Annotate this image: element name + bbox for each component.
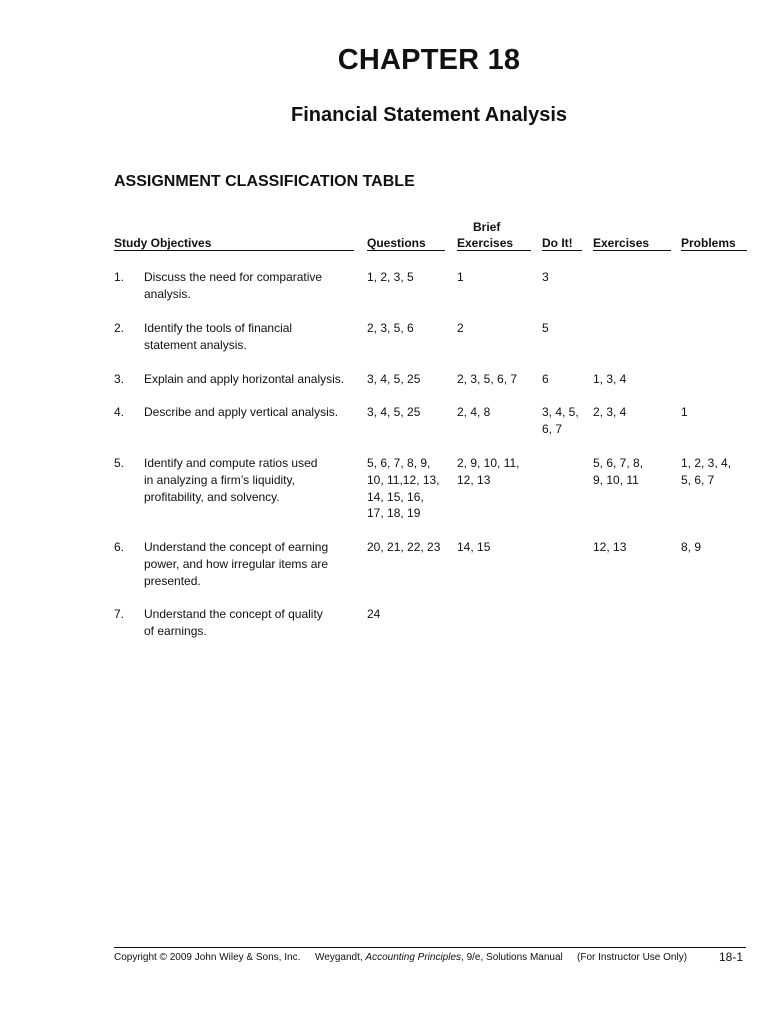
header-do-it: Do It! — [542, 236, 573, 250]
footer-edition: , 9/e, Solutions Manual — [461, 952, 563, 963]
row-do-it: 3 — [542, 270, 549, 284]
row-brief-exercises: 2, 9, 10, 11, 12, 13 — [457, 456, 520, 487]
footer-usage-note: (For Instructor Use Only) — [577, 952, 688, 963]
row-number: 7. — [114, 607, 125, 621]
chapter-subtitle: Financial Statement Analysis — [290, 104, 567, 126]
page-number: 18-1 — [719, 950, 744, 964]
row-questions: 24 — [367, 607, 381, 621]
row-problems: 1 — [681, 405, 688, 419]
row-number: 4. — [114, 405, 125, 419]
row-questions: 20, 21, 22, 23 — [367, 540, 441, 554]
header-study-objectives: Study Objectives — [114, 236, 212, 250]
row-brief-exercises: 14, 15 — [457, 540, 491, 554]
row-questions: 1, 2, 3, 5 — [367, 270, 414, 284]
row-problems: 8, 9 — [681, 540, 702, 554]
row-do-it: 6 — [542, 372, 549, 386]
row-brief-exercises: 2 — [457, 321, 464, 335]
row-exercises: 1, 3, 4 — [593, 372, 627, 386]
row-problems: 1, 2, 3, 4, 5, 6, 7 — [681, 456, 732, 487]
row-number: 5. — [114, 456, 125, 470]
table-title: ASSIGNMENT CLASSIFICATION TABLE — [114, 173, 415, 190]
row-brief-exercises: 2, 3, 5, 6, 7 — [457, 372, 518, 386]
row-do-it: 5 — [542, 321, 549, 335]
footer-book-title: Accounting Principles — [365, 952, 462, 963]
header-exercises: Exercises — [593, 236, 650, 250]
header-brief-exercises: Exercises — [457, 236, 514, 250]
header-underline — [542, 250, 582, 251]
row-number: 3. — [114, 372, 125, 386]
header-underline — [457, 250, 531, 251]
header-underline — [367, 250, 445, 251]
row-questions: 3, 4, 5, 25 — [367, 405, 421, 419]
row-questions: 3, 4, 5, 25 — [367, 372, 421, 386]
footer-copyright: Copyright © 2009 John Wiley & Sons, Inc. — [114, 952, 301, 963]
row-exercises: 12, 13 — [593, 540, 627, 554]
header-underline — [681, 250, 747, 251]
header-underline — [593, 250, 671, 251]
row-questions: 5, 6, 7, 8, 9, 10, 11,12, 13, 14, 15, 16, 17, 18, 19 — [367, 456, 440, 521]
row-brief-exercises: 2, 4, 8 — [457, 405, 491, 419]
row-number: 1. — [114, 270, 125, 284]
row-objective: Identify and compute ratios used in analyzing a firm’s liquidity, profitability, and solvency. — [144, 456, 318, 504]
footer-author: Weygandt, — [315, 952, 366, 963]
row-objective: Identify the tools of financial statement analysis. — [144, 321, 293, 352]
row-brief-exercises: 1 — [457, 270, 464, 284]
chapter-title: CHAPTER 18 — [337, 44, 521, 76]
row-questions: 2, 3, 5, 6 — [367, 321, 414, 335]
row-objective: Describe and apply vertical analysis. — [144, 405, 339, 419]
footer-divider — [114, 947, 746, 948]
row-objective: Explain and apply horizontal analysis. — [144, 372, 345, 386]
row-exercises: 2, 3, 4 — [593, 405, 627, 419]
row-number: 6. — [114, 540, 125, 554]
row-objective: Understand the concept of quality of earnings. — [144, 607, 323, 638]
row-number: 2. — [114, 321, 125, 335]
footer-book-citation — [315, 951, 563, 965]
header-questions: Questions — [367, 236, 426, 250]
header-brief: Brief — [473, 220, 501, 234]
row-objective: Understand the concept of earning power, and how irregular items are presented. — [144, 540, 329, 588]
row-do-it: 3, 4, 5, 6, 7 — [542, 405, 579, 436]
row-exercises: 5, 6, 7, 8, 9, 10, 11 — [593, 456, 644, 487]
row-objective: Discuss the need for comparative analysis. — [144, 270, 323, 301]
header-problems: Problems — [681, 236, 736, 250]
header-underline — [114, 250, 354, 251]
